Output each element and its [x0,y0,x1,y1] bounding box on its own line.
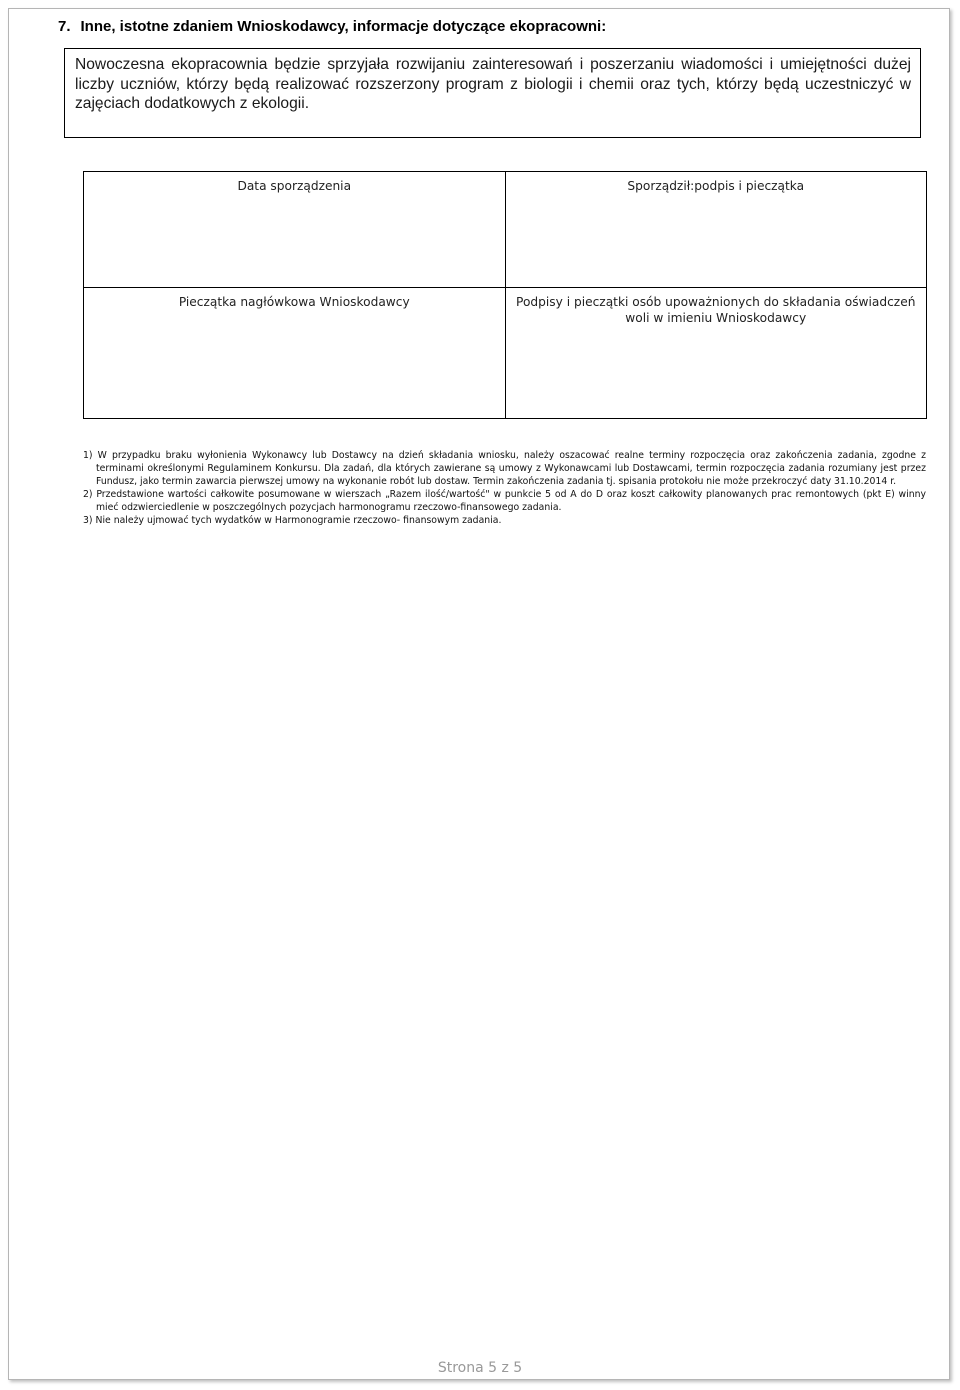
authorized-signatures-label: Podpisy i pieczątki osób upoważnionych do składania oświadczeń woli w imieniu Wnioskodawcy [516,295,916,325]
additional-info-box: Nowoczesna ekopracownia będzie sprzyjała rozwijaniu zainteresowań i poszerzaniu wiadomości i umiejętności dużej liczby uczniów, którzy będą realizować rozszerzony program z biologii i chemii oraz tych, którzy będą uczestniczyć w zajęciach dodatkowych z ekologii. [64,48,921,138]
section-heading [58,18,606,35]
footnote-2: 2) Przedstawione wartości całkowite posumowane w wierszach „Razem ilość/wartość" w punkcie 5 od A do D oraz koszt całkowity planowanych prac remontowych (pkt E) winny mieć odzwierciedlenie w poszczególnych pozycjach harmonogramu rzeczowo-finansowego zadania. [83,489,926,513]
prepared-by-cell [505,172,927,288]
date-cell [84,172,506,288]
signature-table [83,171,927,419]
section-title: Inne, istotne zdaniem Wnioskodawcy, informacje dotyczące ekopracowni: [80,18,607,35]
date-label: Data sporządzenia [237,179,352,193]
authorized-signatures-cell [505,288,927,419]
footnotes [83,449,926,527]
section-number: 7. [58,18,71,35]
header-stamp-label: Pieczątka nagłówkowa Wnioskodawcy [178,295,410,309]
page-number: Strona 5 z 5 [437,1360,523,1376]
footnote-1: 1) W przypadku braku wyłonienia Wykonawcy lub Dostawcy na dzień składania wniosku, należy oszacować realne terminy rozpoczęcia oraz zakończenia zadania, zgodne z terminami określonymi Regulaminem Konkursu. Dla zadań, dla których zawierane są umowy z Wykonawcami lub Dostawcami, termin rozpoczęcia zadania rozumiany jest przez Fundusz, jako termin zawarcia pierwszej umowy na wykonanie robót lub dostaw. Termin zakończenia zadania tj. spisania protokołu nie może przekroczyć daty 31.10.2014 r. [83,450,926,487]
prepared-by-label: Sporządził:podpis i pieczątka [627,179,805,193]
footnote-3: 3) Nie należy ujmować tych wydatków w Harmonogramie rzeczowo- finansowym zadania. [83,515,502,526]
header-stamp-cell [84,288,506,419]
